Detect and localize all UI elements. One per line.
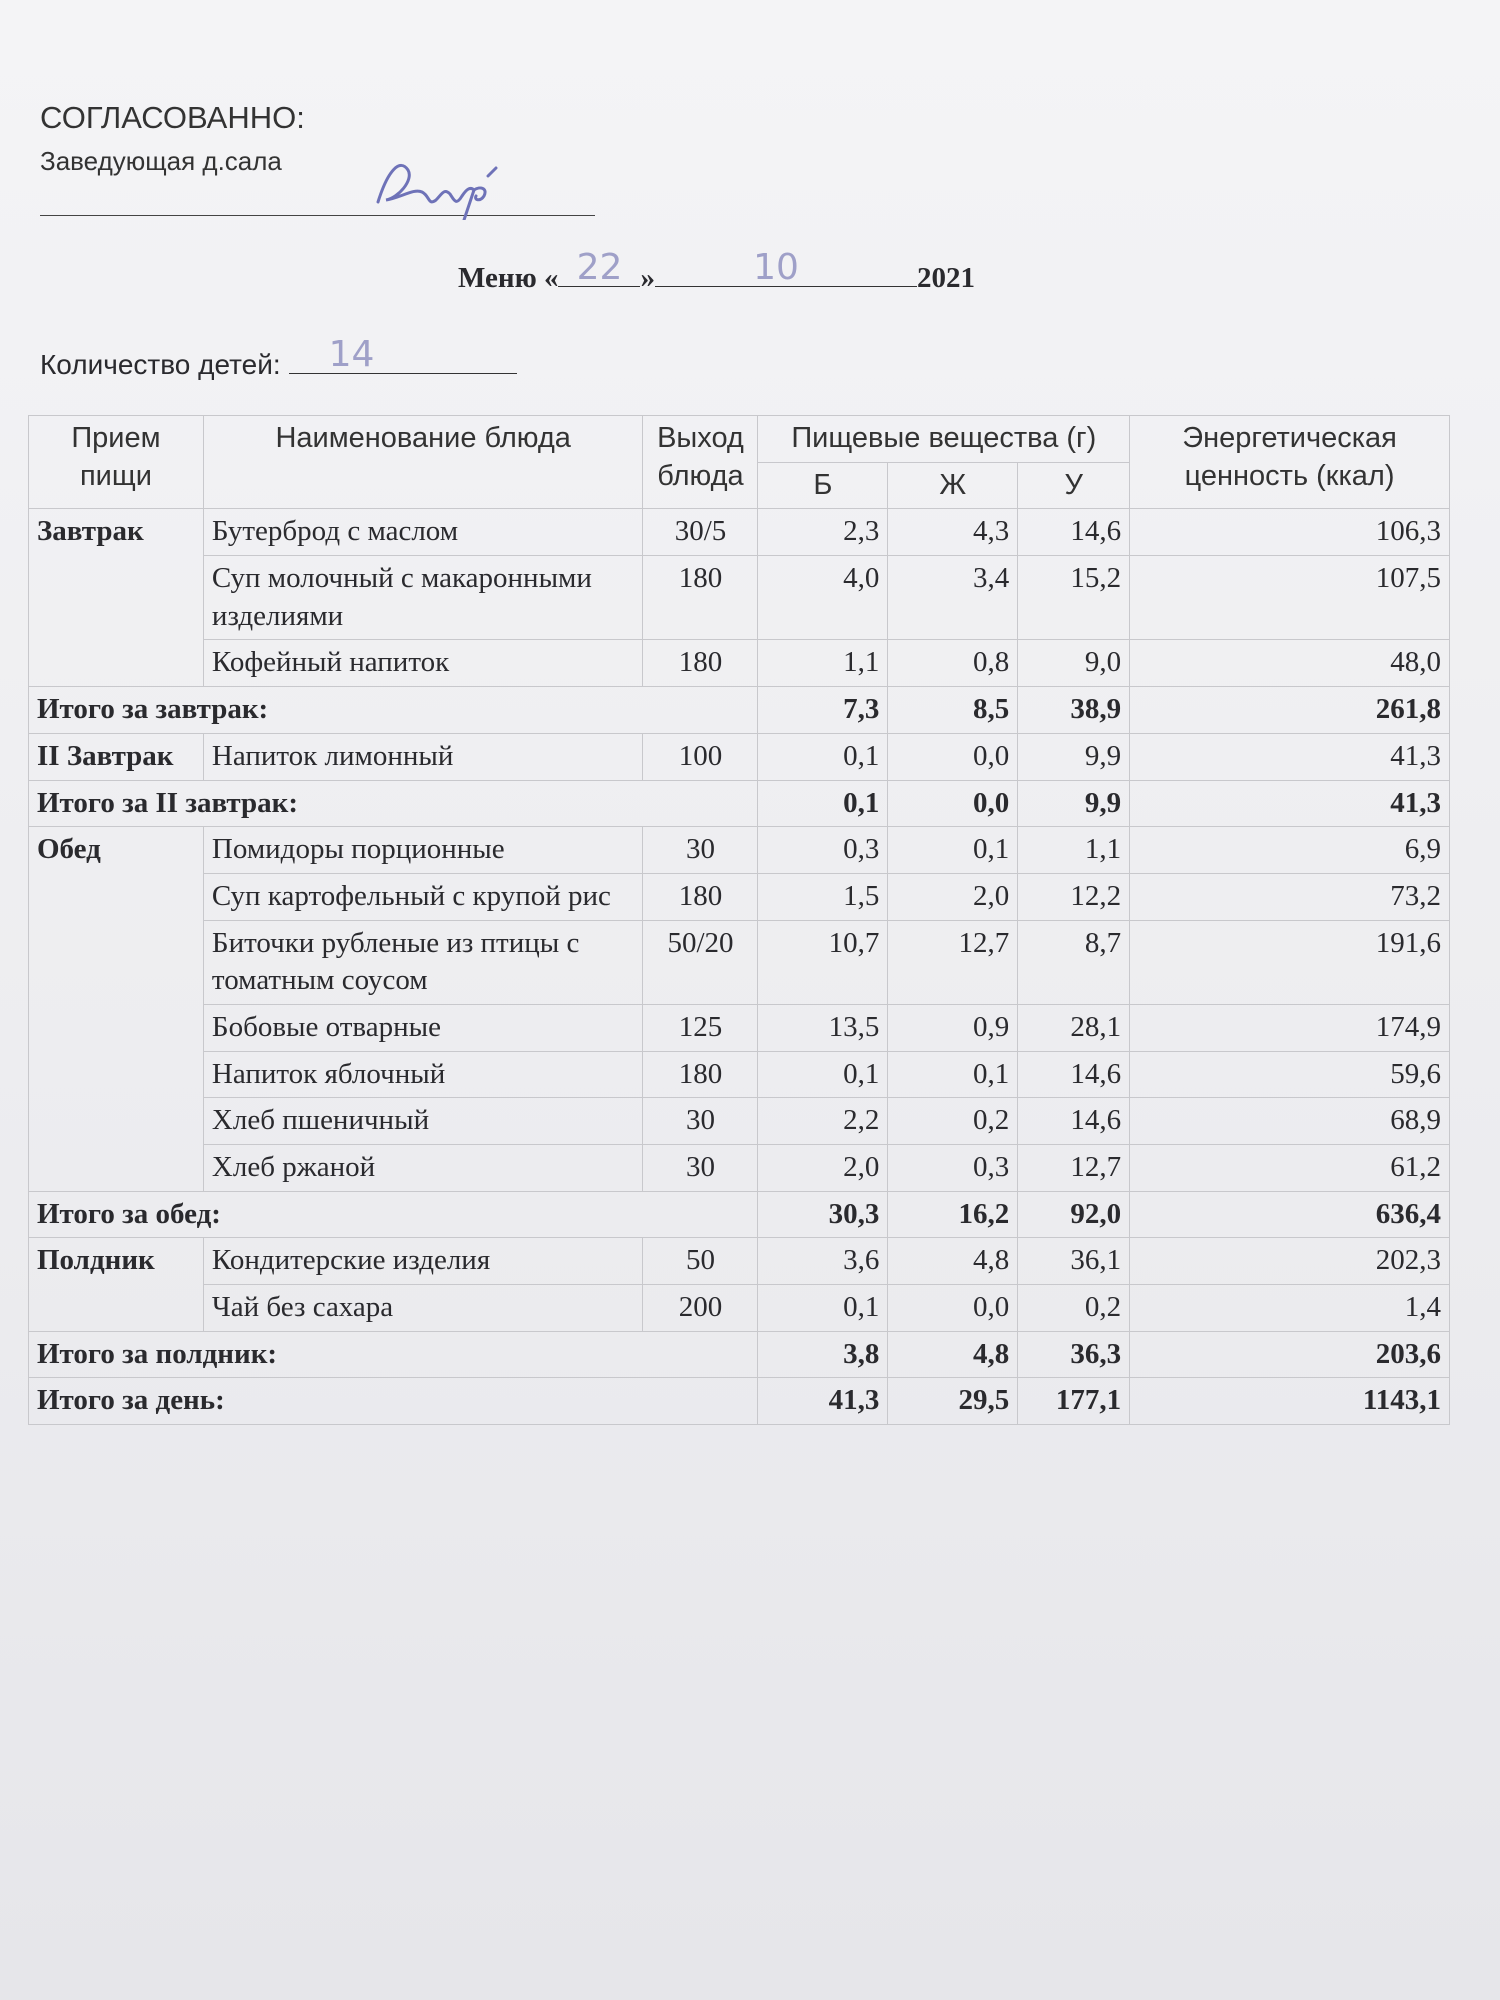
total-row bbox=[29, 780, 1450, 827]
dish-b: 1,1 bbox=[758, 640, 888, 687]
dish-b: 13,5 bbox=[758, 1004, 888, 1051]
menu-month-field bbox=[655, 247, 917, 288]
table-row bbox=[29, 1004, 1450, 1051]
meal-label: Обед bbox=[29, 827, 204, 1192]
dish-b: 1,5 bbox=[758, 873, 888, 920]
header-u: У bbox=[1018, 462, 1130, 509]
table-row bbox=[29, 920, 1450, 1004]
dish-name: Суп молочный с макаронными изделиями bbox=[203, 556, 643, 640]
dish-name: Хлеб ржаной bbox=[203, 1145, 643, 1192]
day-total-row bbox=[29, 1378, 1450, 1425]
day-total-u: 177,1 bbox=[1018, 1378, 1130, 1425]
dish-kcal: 6,9 bbox=[1130, 827, 1450, 874]
children-count bbox=[40, 334, 517, 381]
day-total-label: Итого за день: bbox=[29, 1378, 643, 1425]
total-label: Итого за II завтрак: bbox=[29, 780, 643, 827]
total-label: Итого за обед: bbox=[29, 1191, 643, 1238]
menu-year: 2021 bbox=[916, 262, 975, 294]
menu-mid: » bbox=[640, 262, 655, 294]
dish-u: 28,1 bbox=[1018, 1004, 1130, 1051]
table-row bbox=[29, 1238, 1450, 1285]
dish-u: 9,9 bbox=[1018, 733, 1130, 780]
day-total-kcal: 1143,1 bbox=[1130, 1378, 1450, 1425]
dish-zh: 0,1 bbox=[888, 1051, 1018, 1098]
menu-prefix: Меню « bbox=[458, 262, 559, 294]
dish-b: 2,3 bbox=[758, 509, 888, 556]
table-row bbox=[29, 827, 1450, 874]
dish-name: Напиток яблочный bbox=[203, 1051, 643, 1098]
dish-u: 12,2 bbox=[1018, 873, 1130, 920]
dish-u: 9,0 bbox=[1018, 640, 1130, 687]
total-zh: 16,2 bbox=[888, 1191, 1018, 1238]
dish-name: Биточки рубленые из птицы с томатным соусом bbox=[203, 920, 643, 1004]
header-energy: Энергетическая ценность (ккал) bbox=[1130, 416, 1450, 509]
dish-name: Кондитерские изделия bbox=[203, 1238, 643, 1285]
total-b: 7,3 bbox=[758, 687, 888, 734]
total-kcal: 41,3 bbox=[1130, 780, 1450, 827]
dish-zh: 12,7 bbox=[888, 920, 1018, 1004]
menu-table bbox=[28, 415, 1450, 1425]
dish-name: Бобовые отварные bbox=[203, 1004, 643, 1051]
dish-zh: 4,8 bbox=[888, 1238, 1018, 1285]
dish-output: 50 bbox=[643, 1238, 758, 1285]
dish-output: 125 bbox=[643, 1004, 758, 1051]
dish-u: 36,1 bbox=[1018, 1238, 1130, 1285]
dish-name: Хлеб пшеничный bbox=[203, 1098, 643, 1145]
dish-output: 50/20 bbox=[643, 920, 758, 1004]
header-nutrients: Пищевые вещества (г) bbox=[758, 416, 1130, 463]
approver-position: Заведующая д.сала bbox=[40, 146, 282, 176]
dish-kcal: 191,6 bbox=[1130, 920, 1450, 1004]
dish-output: 180 bbox=[643, 1051, 758, 1098]
dish-kcal: 61,2 bbox=[1130, 1145, 1450, 1192]
header-zh: Ж bbox=[888, 462, 1018, 509]
total-label: Итого за завтрак: bbox=[29, 687, 643, 734]
dish-name: Бутерброд с маслом bbox=[203, 509, 643, 556]
table-row bbox=[29, 1145, 1450, 1192]
dish-u: 12,7 bbox=[1018, 1145, 1130, 1192]
dish-zh: 3,4 bbox=[888, 556, 1018, 640]
dish-kcal: 73,2 bbox=[1130, 873, 1450, 920]
dish-output: 100 bbox=[643, 733, 758, 780]
dish-kcal: 68,9 bbox=[1130, 1098, 1450, 1145]
dish-u: 0,2 bbox=[1018, 1285, 1130, 1332]
meal-label: Полдник bbox=[29, 1238, 204, 1331]
table-row bbox=[29, 1285, 1450, 1332]
meal-label: Завтрак bbox=[29, 509, 204, 687]
dish-kcal: 1,4 bbox=[1130, 1285, 1450, 1332]
total-row bbox=[29, 687, 1450, 734]
total-u: 36,3 bbox=[1018, 1331, 1130, 1378]
menu-day-field bbox=[558, 247, 640, 288]
total-kcal: 636,4 bbox=[1130, 1191, 1450, 1238]
table-row bbox=[29, 873, 1450, 920]
dish-name: Суп картофельный с крупой рис bbox=[203, 873, 643, 920]
dish-kcal: 174,9 bbox=[1130, 1004, 1450, 1051]
dish-b: 2,2 bbox=[758, 1098, 888, 1145]
approved-heading: СОГЛАСОВАННО: bbox=[40, 100, 305, 135]
day-total-zh: 29,5 bbox=[888, 1378, 1018, 1425]
table-row bbox=[29, 556, 1450, 640]
dish-u: 15,2 bbox=[1018, 556, 1130, 640]
total-output-empty bbox=[643, 1191, 758, 1238]
dish-zh: 2,0 bbox=[888, 873, 1018, 920]
header-b: Б bbox=[758, 462, 888, 509]
table-row bbox=[29, 1098, 1450, 1145]
dish-output: 200 bbox=[643, 1285, 758, 1332]
day-total-b: 41,3 bbox=[758, 1378, 888, 1425]
dish-zh: 0,0 bbox=[888, 733, 1018, 780]
dish-kcal: 107,5 bbox=[1130, 556, 1450, 640]
dish-output: 30 bbox=[643, 827, 758, 874]
dish-u: 14,6 bbox=[1018, 1051, 1130, 1098]
dish-output: 30 bbox=[643, 1145, 758, 1192]
total-output-empty bbox=[643, 780, 758, 827]
total-kcal: 203,6 bbox=[1130, 1331, 1450, 1378]
header-meal: Прием пищи bbox=[29, 416, 204, 509]
dish-b: 0,3 bbox=[758, 827, 888, 874]
header-output: Выход блюда bbox=[643, 416, 758, 509]
dish-zh: 0,2 bbox=[888, 1098, 1018, 1145]
menu-day: 22 bbox=[576, 247, 623, 288]
total-b: 0,1 bbox=[758, 780, 888, 827]
total-u: 38,9 bbox=[1018, 687, 1130, 734]
dish-zh: 0,3 bbox=[888, 1145, 1018, 1192]
children-field bbox=[289, 334, 517, 375]
approval-block bbox=[40, 100, 305, 177]
dish-u: 14,6 bbox=[1018, 509, 1130, 556]
signature-mark bbox=[370, 140, 510, 220]
total-output-empty bbox=[643, 687, 758, 734]
dish-output: 30/5 bbox=[643, 509, 758, 556]
total-label: Итого за полдник: bbox=[29, 1331, 643, 1378]
dish-b: 0,1 bbox=[758, 1051, 888, 1098]
total-kcal: 261,8 bbox=[1130, 687, 1450, 734]
dish-name: Напиток лимонный bbox=[203, 733, 643, 780]
menu-title bbox=[458, 247, 975, 295]
header-dish: Наименование блюда bbox=[203, 416, 643, 509]
dish-output: 180 bbox=[643, 640, 758, 687]
total-output-empty bbox=[643, 1331, 758, 1378]
dish-b: 4,0 bbox=[758, 556, 888, 640]
total-u: 92,0 bbox=[1018, 1191, 1130, 1238]
dish-b: 0,1 bbox=[758, 733, 888, 780]
total-zh: 0,0 bbox=[888, 780, 1018, 827]
dish-b: 10,7 bbox=[758, 920, 888, 1004]
total-row bbox=[29, 1331, 1450, 1378]
dish-name: Чай без сахара bbox=[203, 1285, 643, 1332]
dish-name: Помидоры порционные bbox=[203, 827, 643, 874]
dish-kcal: 202,3 bbox=[1130, 1238, 1450, 1285]
dish-kcal: 59,6 bbox=[1130, 1051, 1450, 1098]
dish-zh: 0,9 bbox=[888, 1004, 1018, 1051]
table-row bbox=[29, 1051, 1450, 1098]
dish-u: 8,7 bbox=[1018, 920, 1130, 1004]
total-b: 30,3 bbox=[758, 1191, 888, 1238]
table-row bbox=[29, 733, 1450, 780]
meal-label: II Завтрак bbox=[29, 733, 204, 780]
dish-zh: 4,3 bbox=[888, 509, 1018, 556]
dish-output: 180 bbox=[643, 873, 758, 920]
dish-output: 30 bbox=[643, 1098, 758, 1145]
dish-output: 180 bbox=[643, 556, 758, 640]
table-row bbox=[29, 509, 1450, 556]
dish-b: 0,1 bbox=[758, 1285, 888, 1332]
total-zh: 4,8 bbox=[888, 1331, 1018, 1378]
total-zh: 8,5 bbox=[888, 687, 1018, 734]
total-u: 9,9 bbox=[1018, 780, 1130, 827]
dish-kcal: 41,3 bbox=[1130, 733, 1450, 780]
dish-zh: 0,1 bbox=[888, 827, 1018, 874]
dish-kcal: 48,0 bbox=[1130, 640, 1450, 687]
day-total-output-empty bbox=[643, 1378, 758, 1425]
children-label: Количество детей: bbox=[40, 349, 281, 380]
total-row bbox=[29, 1191, 1450, 1238]
dish-u: 14,6 bbox=[1018, 1098, 1130, 1145]
dish-b: 3,6 bbox=[758, 1238, 888, 1285]
menu-month: 10 bbox=[753, 247, 799, 288]
dish-zh: 0,8 bbox=[888, 640, 1018, 687]
dish-kcal: 106,3 bbox=[1130, 509, 1450, 556]
dish-name: Кофейный напиток bbox=[203, 640, 643, 687]
dish-b: 2,0 bbox=[758, 1145, 888, 1192]
dish-zh: 0,0 bbox=[888, 1285, 1018, 1332]
signature-line bbox=[40, 215, 595, 216]
dish-u: 1,1 bbox=[1018, 827, 1130, 874]
children-value: 14 bbox=[328, 334, 375, 375]
total-b: 3,8 bbox=[758, 1331, 888, 1378]
table-row bbox=[29, 640, 1450, 687]
